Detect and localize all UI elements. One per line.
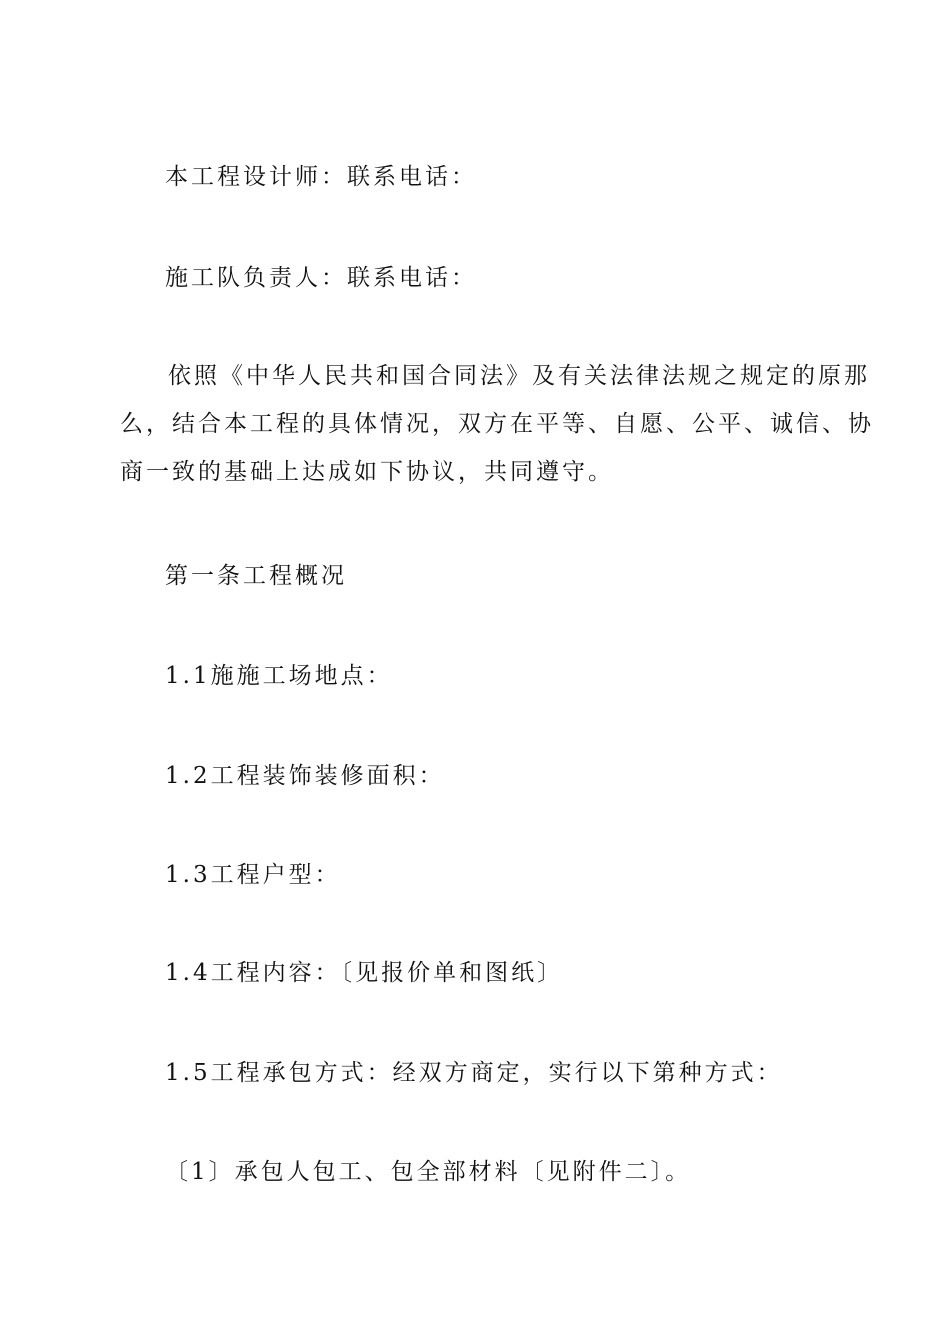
paragraph-line: 依照《中华人民共和国合同法》及有关法律法规之规定的原那: [168, 363, 870, 389]
designer-contact-line: 本工程设计师：联系电话：: [165, 164, 477, 190]
contract-basis-paragraph: [120, 352, 874, 496]
item-1-5: 1.5工程承包方式：经双方商定，实行以下第种方式：: [165, 1060, 783, 1086]
item-1-3: 1.3工程户型：: [165, 862, 341, 888]
team-lead-contact-line: 施工队负责人：联系电话：: [165, 265, 477, 291]
paragraph-line: 么，结合本工程的具体情况，双方在平等、自愿、公平、诚信、协: [120, 411, 874, 437]
item-1-2: 1.2工程装饰装修面积：: [165, 763, 445, 789]
item-option-1: 〔1〕承包人包工、包全部材料〔见附件二〕。: [165, 1159, 692, 1185]
article-1-title: 第一条工程概况: [165, 563, 347, 589]
item-1-4: 1.4工程内容：〔见报价单和图纸〕: [165, 960, 564, 986]
item-1-1: 1.1施施工场地点：: [165, 663, 393, 689]
paragraph-line: 商一致的基础上达成如下协议，共同遵守。: [120, 459, 614, 485]
